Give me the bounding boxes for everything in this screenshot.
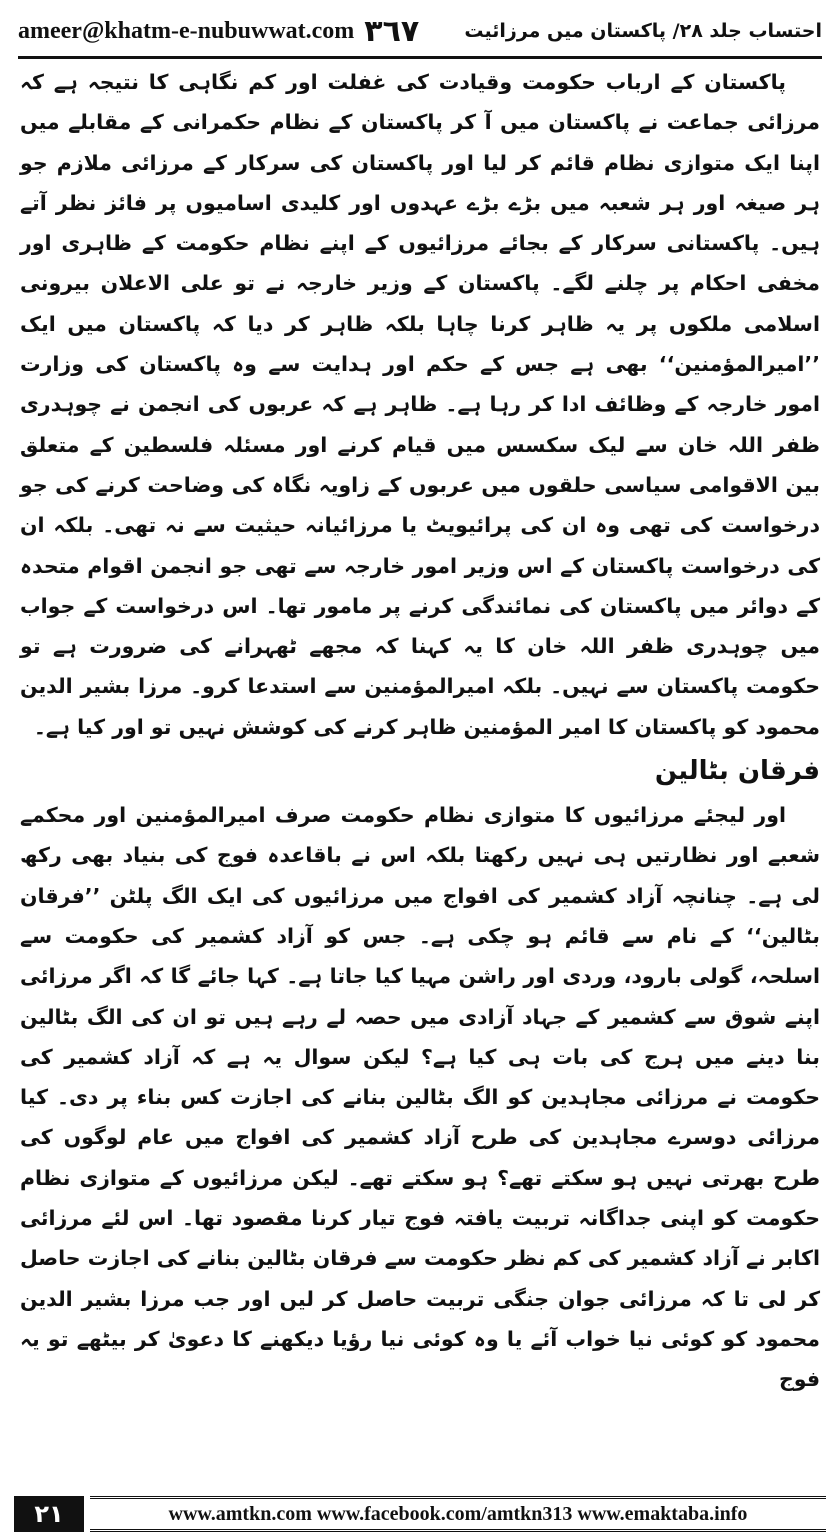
page-footer: [14, 1494, 826, 1534]
header-book-title: احتساب جلد ۲۸/ پاکستان میں مرزائیت: [464, 20, 822, 42]
page-body: [20, 62, 820, 1400]
header-rule: [18, 56, 822, 59]
paragraph-1: پاکستان کے ارباب حکومت وقیادت کی غفلت اور کم نگاہی کا نتیجہ ہے کہ مرزائی جماعت نے پاکستان میں آ کر پاکستان کے نظام حکمرانی کے مقابلے میں اپنا ایک متوازی نظام قائم کر لیا اور پاکستان کی سرکار کے مرزائی ملازم جو ہر صیغہ اور ہر شعبہ میں بڑے بڑے عہدوں اور کلیدی اسامیوں پر فائز نظر آتے ہیں۔ پاکستانی سرکار کے بجائے مرزائیوں کے اپنے نظام حکومت کے ظاہری اور مخفی احکام پر چلنے لگے۔ پاکستان کے وزیر خارجہ نے تو علی الاعلان بیرونی اسلامی ملکوں پر یہ ظاہر کرنا چاہا بلکہ ظاہر کر دیا کہ پاکستان میں ایک ’’امیرالمؤمنین‘‘ بھی ہے جس کے حکم اور ہدایت سے وہ پاکستان کی وزارت امور خارجہ کے وظائف ادا کر رہا ہے۔ ظاہر ہے کہ عربوں کی انجمن نے چوہدری ظفر اللہ خان سے لیک سکسس میں قیام کرنے اور مسئلہ فلسطین کے متعلق بین الاقوامی سیاسی حلقوں میں عربوں کے زاویہ نگاہ کی وضاحت کرنے کی جو درخواست کی تھی وہ ان کی پرائیویٹ یا مرزائیانہ حیثیت سے نہ تھی۔ بلکہ ان کی درخواست پاکستان کے اس وزیر امور خارجہ سے تھی جو انجمن اقوام متحدہ کے دوائر میں پاکستان کی نمائندگی کرنے پر مامور تھا۔ اس درخواست کے جواب میں چوہدری ظفر اللہ خان کا یہ کہنا کہ مجھے ٹھہرانے کی ضرورت ہے تو حکومت پاکستان سے نہیں۔ بلکہ امیرالمؤمنین سے استدعا کرو۔ مرزا بشیر الدین محمود کو پاکستان کا امیر المؤمنین ظاہر کرنے کی کوشش نہیں تو اور کیا ہے۔: [20, 70, 820, 739]
footer-links: www.amtkn.com www.facebook.com/amtkn313 www.emaktaba.info: [90, 1496, 826, 1532]
header-email: ameer@khatm-e-nubuwwat.com: [18, 17, 355, 44]
paragraph-2: اور لیجئے مرزائیوں کا متوازی نظام حکومت صرف امیرالمؤمنین اور محکمے شعبے اور نظارتیں ہی نہیں رکھتا بلکہ اس نے باقاعدہ فوج کی بنیاد بھی رکھ لی ہے۔ چنانچہ آزاد کشمیر کی افواج میں مرزائیوں کی ایک الگ پلٹن ’’فرقان بٹالین‘‘ کے نام سے قائم ہو چکی ہے۔ جس کو آزاد کشمیر کی حکومت سے اسلحہ، گولی بارود، وردی اور راشن مہیا کیا جاتا ہے۔ کہا جائے گا کہ اگر مرزائی اپنے شوق سے کشمیر کے جہاد آزادی میں حصہ لے رہے ہیں تو ان کی الگ بٹالین بنا دینے میں ہرج کی بات ہی کیا ہے؟ لیکن سوال یہ ہے کہ آزاد کشمیر کی حکومت نے مرزائی مجاہدین کو الگ بٹالین بنانے کی اجازت کس بناء پر دی۔ کیا مرزائی دوسرے مجاہدین کی طرح آزاد کشمیر کی افواج میں عام لوگوں کی طرح بھرتی نہیں ہو سکتے تھے؟ ہو سکتے تھے۔ لیکن مرزائیوں کے متوازی نظام حکومت کو اپنی جداگانہ تربیت یافتہ فوج تیار کرنا مقصود تھا۔ اس لئے مرزائی اکابر نے آزاد کشمیر کی کم نظر حکومت سے فرقان بٹالین بنانے کی اجازت حاصل کر لی تا کہ مرزائی جوان جنگی تربیت حاصل کر لیں اور جب مرزا بشیر الدین محمود کو کوئی نیا خواب آئے یا وہ کوئی نیا رؤیا دیکھنے کا دعویٰ کر بیٹھے تو یہ فوج: [20, 803, 820, 1392]
header-page-number: ٣٦٧: [364, 13, 420, 49]
page-header: [18, 8, 822, 54]
footer-folio: ۲۱: [14, 1496, 84, 1532]
section-heading: فرقان بٹالین: [654, 756, 820, 787]
